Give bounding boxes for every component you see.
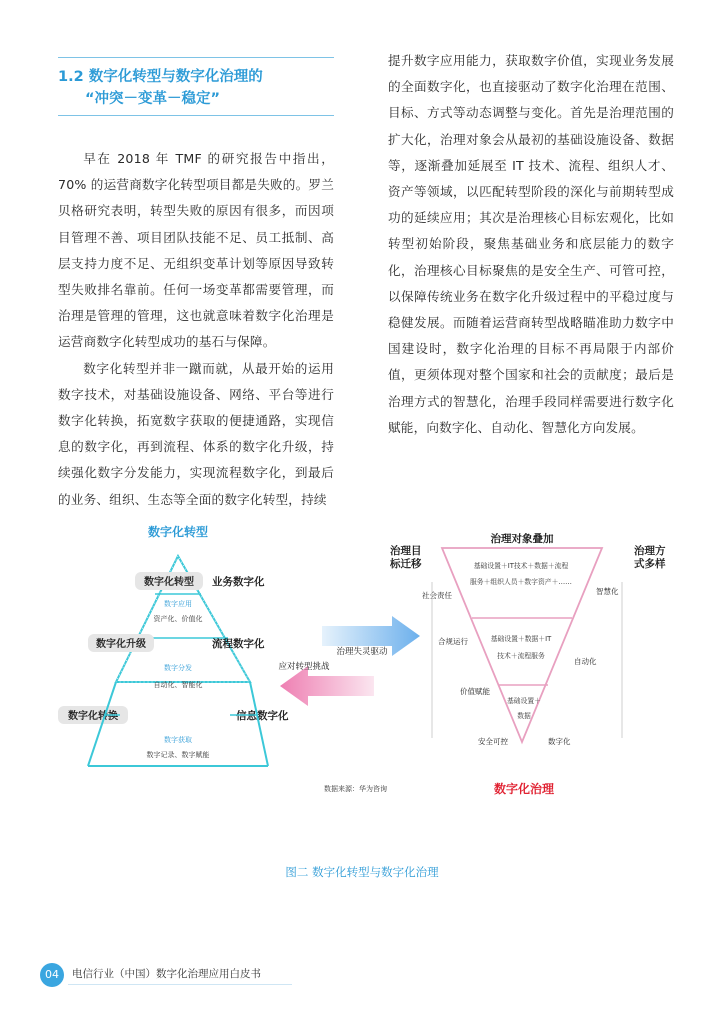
figure-source: 数据来源：华为咨询: [324, 785, 387, 793]
inv-layer-line: 基础设置＋: [507, 697, 541, 705]
target-label: 安全可控: [478, 737, 508, 746]
inv-left-heading-line: 治理目: [390, 545, 422, 557]
stage-sub-title: 数字获取: [164, 736, 192, 744]
title-bottom-rule: [58, 115, 334, 116]
stage-sub-items: 资产化、价值化: [153, 615, 203, 623]
inv-right-heading-line: 式多样: [634, 558, 666, 570]
stage-sub-items: 数字记录、数字赋能: [146, 751, 210, 759]
inv-right-heading-line: 治理方: [634, 545, 666, 557]
method-label: 数字化: [548, 737, 571, 746]
paragraph: 数字化转型并非一蹴而就，从最开始的运用数字技术，对基础设施设备、网络、平台等进行数字化转换，拓宽数字获取的便捷通路，实现信息的数字化，再到流程、体系的数字化升级，持续强化数字分发能力，实现流程数字化，到最后的业务、组织、生态等全面的数字化转型，持续: [58, 360, 334, 507]
inv-layer-line: 技术＋流程服务: [497, 652, 545, 660]
stage-sub-items: 自动化、智能化: [153, 681, 203, 689]
transformation-governance-figure: [40, 510, 666, 810]
method-label: 智慧化: [596, 587, 619, 596]
paragraph: 早在 2018 年 TMF 的研究报告中指出，70% 的运营商数字化转型项目都是失败的。罗兰贝格研究表明，转型失败的原因有很多，而因项目管理不善、项目团队技能不足、员工抵制、高层支持力度不足、无组织变革计划等原因导致转型失败排名靠前。任何一场变革都需要管理，而治理是管理的管理，这也就意味着数字化治理是运营商数字化转型成功的基石与保障。: [58, 151, 334, 350]
stage-side-label: 流程数字化: [212, 638, 265, 650]
section-title-line2: “冲突－变革－稳定”: [85, 91, 221, 107]
pyramid-edge: [250, 682, 268, 766]
inv-right-heading: [634, 544, 669, 570]
inv-left-heading: [389, 544, 425, 570]
paragraph: 提升数字应用能力，获取数字价值，实现业务发展的全面数字化，也直接驱动了数字化治理在范围、目标、方式等动态调整与变化。首先是治理范围的扩大化，治理对象会从最初的基础设施设备、数据等，逐渐叠加延展至 IT 技术、流程、组织人才、资产等领域，以匹配转型阶段的深化与前期转型成功的延续应用；其次是治理核心目标宏观化，比如转型初始阶段，聚焦基础业务和底层能力的数字化，治理核心目标聚焦的是安全生产、可管可控，以保障传统业务在数字化升级过程中的平稳过度与稳健发展。而随着运营商转型战略瞄准助力数字中国建设时，数字化治理的目标不再局限于内部价值，更须体现对整个国家和社会的贡献度；最后是治理方式的智慧化，治理手段同样需要进行数字化赋能，向数字化、自动化、智慧化方向发展。: [388, 53, 674, 435]
inv-layer-line: 服务＋组织人员＋数字资产＋……: [470, 578, 572, 586]
stage-badge-label: 数字化升级: [96, 639, 146, 650]
stage-badge-label: 数字化转换: [68, 711, 118, 722]
inv-layer-line: 基础设置＋数据＋IT: [490, 635, 552, 643]
inv-layer-line: 基础设置＋IT技术＋数据＋流程: [473, 562, 569, 570]
target-label: 合规运行: [438, 637, 468, 646]
figure-caption: 图二 数字化转型与数字化治理: [285, 865, 439, 879]
stage-sub-title: 数字应用: [164, 600, 192, 608]
footer-rule: [68, 984, 292, 985]
stage-sub-title: 数字分发: [164, 664, 192, 672]
inv-bottom-title: 数字化治理: [493, 782, 555, 796]
pyramid-title: 数字化转型: [147, 525, 209, 539]
method-label: 自动化: [574, 657, 597, 666]
section-title: [58, 66, 338, 110]
body-left-column: [58, 146, 334, 513]
body-right-column: [388, 48, 674, 441]
target-label: 社会责任: [422, 591, 452, 600]
arrow-right-label: 治理失灵驱动: [336, 647, 388, 657]
footer-title: 电信行业（中国）数字化治理应用白皮书: [72, 968, 261, 980]
arrow-left-label: 应对转型挑战: [278, 662, 330, 672]
page-number-badge: 04: [40, 963, 64, 987]
target-label: 价值赋能: [460, 687, 490, 696]
inv-title: 治理对象叠加: [490, 533, 554, 545]
section-title-line1: 1.2 数字化转型与数字化治理的: [58, 69, 263, 85]
arrow-left: [280, 666, 374, 706]
stage-side-label: 业务数字化: [212, 576, 265, 588]
stage-badge-label: 数字化转型: [144, 577, 194, 588]
title-top-rule: [58, 57, 334, 58]
stage-side-label: 信息数字化: [236, 710, 289, 722]
inv-layer-line: 数据: [517, 712, 531, 720]
inv-left-heading-line: 标迁移: [390, 558, 422, 570]
